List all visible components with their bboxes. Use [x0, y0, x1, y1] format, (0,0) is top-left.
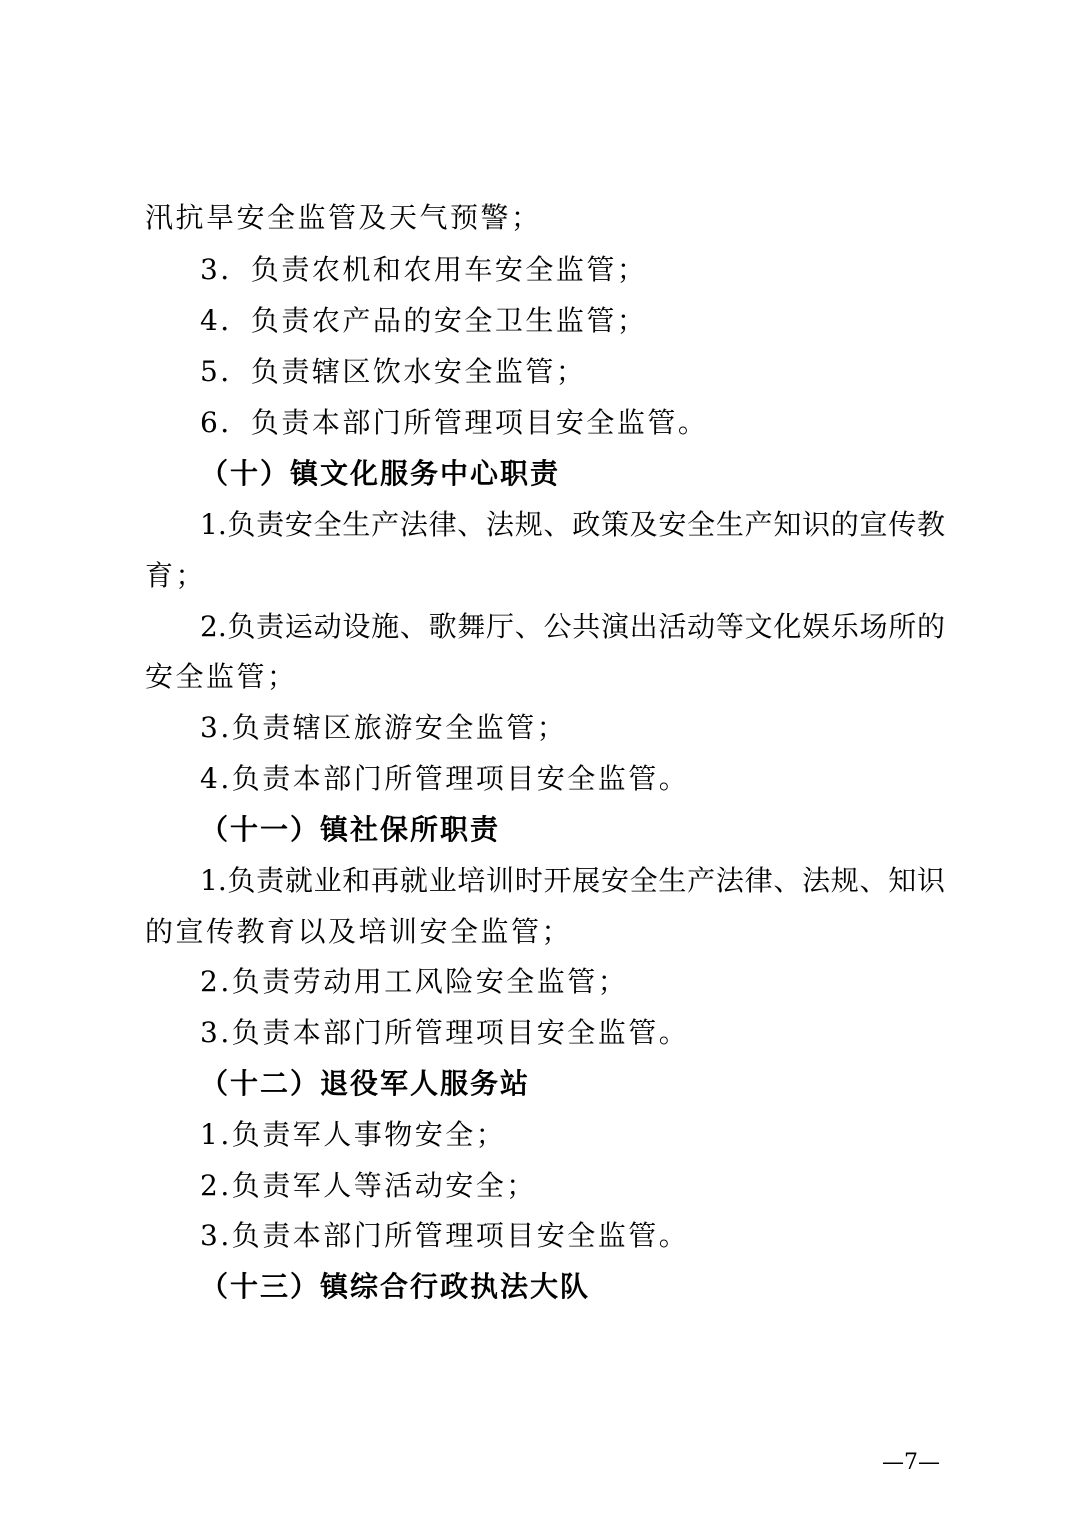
- list-item: 2.负责劳动用工风险安全监管；: [200, 965, 629, 998]
- section-heading: （十一）镇社保所职责: [200, 813, 501, 846]
- list-item: 6．负责本部门所管理项目安全监管。: [200, 406, 709, 439]
- page-number: —7—: [882, 1450, 940, 1475]
- section-heading: （十）镇文化服务中心职责: [200, 457, 561, 490]
- list-item: 3.负责本部门所管理项目安全监管。: [200, 1016, 690, 1049]
- list-item: 1.负责军人事物安全；: [200, 1118, 507, 1151]
- section-heading: （十二）退役军人服务站: [200, 1067, 531, 1100]
- list-item: 2.负责军人等活动安全；: [200, 1169, 537, 1202]
- list-item: 3.负责辖区旅游安全监管；: [200, 711, 568, 744]
- section-heading: （十三）镇综合行政执法大队: [200, 1270, 591, 1303]
- text-line-continuation: 汛抗旱安全监管及天气预警；: [145, 201, 542, 234]
- list-item: 1.负责就业和再就业培训时开展安全生产法律、法规、知识: [200, 864, 945, 897]
- list-item: 4．负责农产品的安全卫生监管；: [200, 304, 648, 337]
- list-item: 3.负责本部门所管理项目安全监管。: [200, 1219, 690, 1252]
- list-item: 5．负责辖区饮水安全监管；: [200, 355, 587, 388]
- list-item: 2.负责运动设施、歌舞厅、公共演出活动等文化娱乐场所的: [200, 610, 945, 643]
- text-line-continuation: 的宣传教育以及培训安全监管；: [145, 915, 573, 948]
- text-line-continuation: 安全监管；: [145, 660, 298, 693]
- list-item: 4.负责本部门所管理项目安全监管。: [200, 762, 690, 795]
- text-line-continuation: 育；: [145, 559, 207, 592]
- list-item: 1.负责安全生产法律、法规、政策及安全生产知识的宣传教: [200, 508, 945, 541]
- list-item: 3．负责农机和农用车安全监管；: [200, 253, 648, 286]
